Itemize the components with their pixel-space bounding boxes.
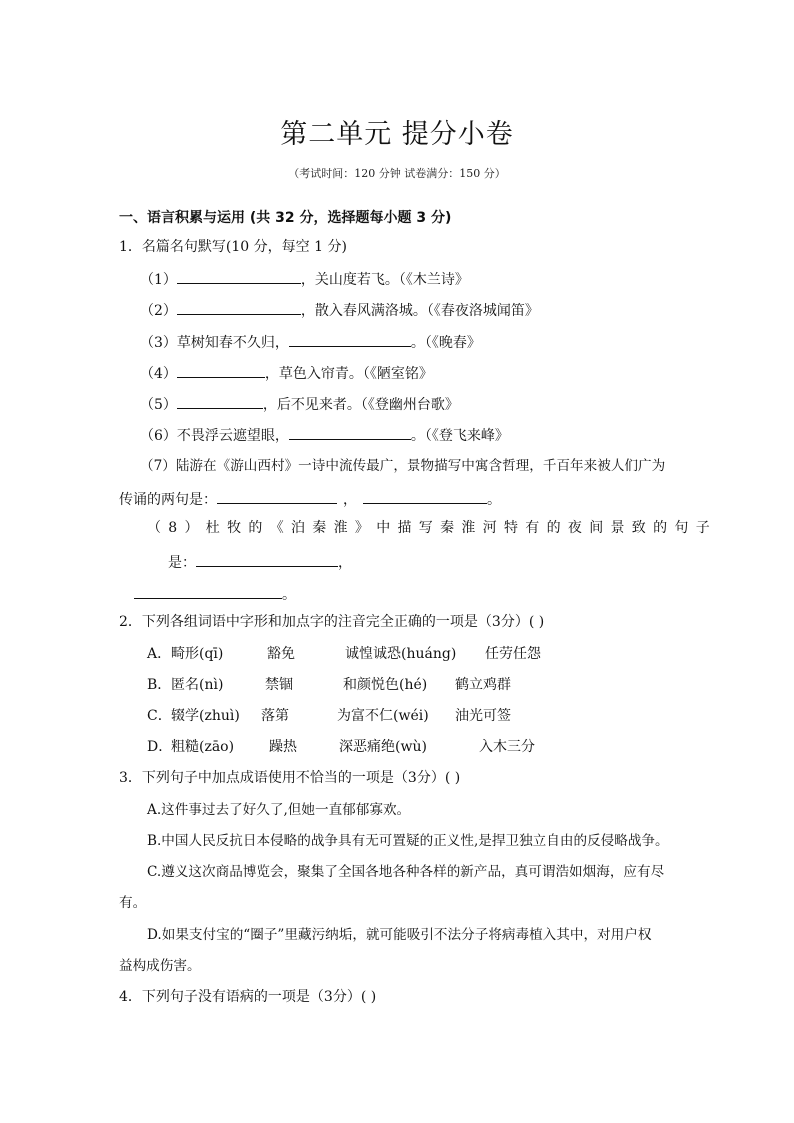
q1-item-8-line2 bbox=[168, 552, 352, 572]
q1-item-6 bbox=[140, 425, 509, 445]
q1-item-2 bbox=[140, 300, 539, 320]
option-word: 豁免 bbox=[267, 646, 295, 662]
option-word: 粗糙(zāo) bbox=[171, 739, 235, 755]
answer-blank[interactable] bbox=[289, 425, 411, 440]
option-label: C． bbox=[147, 708, 172, 724]
item-text: 不畏浮云遮望眼， bbox=[176, 428, 289, 444]
item-number: （4） bbox=[140, 366, 177, 382]
item-text: ，后不见来者。（《登幽州台歌》 bbox=[262, 397, 459, 413]
answer-blank[interactable] bbox=[289, 332, 411, 347]
answer-blank[interactable] bbox=[177, 394, 263, 409]
comma: ， bbox=[338, 555, 352, 571]
option-label: D． bbox=[147, 739, 173, 755]
item-text: 是： bbox=[168, 555, 196, 571]
q1-item-7-line2 bbox=[119, 489, 501, 509]
question-1-stem: 1．名篇名句默写(10 分，每空 1 分) bbox=[119, 239, 347, 255]
q1-item-3 bbox=[140, 332, 481, 352]
item-text: ，散入春风满洛城。（《春夜洛城闻笛》 bbox=[300, 303, 539, 319]
option-word: 躁热 bbox=[269, 739, 297, 755]
option-word: 油光可签 bbox=[455, 708, 511, 724]
item-number: （1） bbox=[140, 272, 177, 288]
option-label: A． bbox=[147, 646, 172, 662]
option-word: 禁锢 bbox=[265, 677, 293, 693]
answer-blank[interactable] bbox=[177, 300, 301, 315]
answer-blank[interactable] bbox=[363, 489, 487, 504]
option-word: 辍学(zhuì) bbox=[171, 708, 240, 724]
item-text: 。（《晚春》 bbox=[410, 335, 481, 351]
item-text: ，关山度若飞。（《木兰诗》 bbox=[300, 272, 469, 288]
q2-option-b[interactable] bbox=[147, 676, 511, 694]
question-2-stem: 2．下列各组词语中字形和加点字的注音完全正确的一项是（3分）( ) bbox=[119, 614, 545, 630]
option-word: 深恶痛绝(wù) bbox=[339, 739, 427, 755]
answer-blank[interactable] bbox=[134, 584, 282, 599]
item-text: 传诵的两句是： bbox=[119, 492, 217, 508]
q3-option-d[interactable]: D.如果支付宝的“圈子”里藏污纳垢，就可能吸引不法分子将病毒植入其中，对用户权 bbox=[147, 927, 652, 943]
answer-blank[interactable] bbox=[177, 363, 265, 378]
option-word: 诚惶诚恐(huáng) bbox=[345, 646, 457, 662]
q2-option-d[interactable] bbox=[147, 738, 535, 756]
option-label: B． bbox=[147, 677, 172, 693]
option-word: 落第 bbox=[261, 708, 289, 724]
item-number: （6） bbox=[140, 428, 177, 444]
q3-option-b[interactable]: B.中国人民反抗日本侵略的战争具有无可置疑的正义性,是捍卫独立自由的反侵略战争。 bbox=[147, 833, 669, 849]
exam-info: （考试时间：120 分钟 试卷满分：150 分） bbox=[288, 167, 506, 180]
answer-blank[interactable] bbox=[196, 552, 338, 567]
item-text: 。（《登飞来峰》 bbox=[410, 428, 509, 444]
q1-item-7-line1: （7）陆游在《游山西村》一诗中流传最广，景物描写中寓含哲理，千百年来被人们广为 bbox=[140, 458, 666, 474]
q3-option-d-cont: 益构成伤害。 bbox=[119, 958, 201, 974]
item-text: 草树知春不久归， bbox=[176, 335, 289, 351]
q1-item-1 bbox=[140, 269, 469, 289]
period: 。 bbox=[282, 587, 296, 603]
item-number: （5） bbox=[140, 397, 177, 413]
question-3-stem: 3．下列句子中加点成语使用不恰当的一项是（3分）( ) bbox=[119, 770, 461, 786]
answer-blank[interactable] bbox=[217, 489, 337, 504]
option-word: 和颜悦色(hé) bbox=[343, 677, 428, 693]
question-4-stem: 4．下列句子没有语病的一项是（3分）( ) bbox=[119, 989, 377, 1005]
option-word: 为富不仁(wéi) bbox=[337, 708, 429, 724]
q3-option-a[interactable]: A.这件事过去了好久了,但她一直郁郁寡欢。 bbox=[147, 802, 411, 818]
page-title: 第二单元 提分小卷 bbox=[280, 119, 514, 150]
option-word: 畸形(qī) bbox=[171, 646, 224, 662]
option-word: 任劳任怨 bbox=[485, 646, 541, 662]
q3-option-c[interactable]: C.遵义这次商品博览会，聚集了全国各地各种各样的新产品，真可谓浩如烟海，应有尽 bbox=[147, 864, 665, 880]
item-number: （3） bbox=[140, 335, 177, 351]
q2-option-a[interactable] bbox=[147, 645, 541, 663]
q1-item-8-line1: （8）杜牧的《泊秦淮》中描写秦淮河特有的夜间景致的句子 bbox=[147, 520, 718, 536]
option-word: 鹤立鸡群 bbox=[455, 677, 511, 693]
option-word: 入木三分 bbox=[479, 739, 535, 755]
option-word: 匿名(nì) bbox=[171, 677, 224, 693]
item-number: （2） bbox=[140, 303, 177, 319]
comma: ， bbox=[343, 492, 357, 508]
q1-item-4 bbox=[140, 363, 433, 383]
item-text: ，草色入帘青。（《陋室铭》 bbox=[264, 366, 433, 382]
period: 。 bbox=[487, 492, 501, 508]
answer-blank[interactable] bbox=[177, 269, 301, 284]
q1-item-8-line3 bbox=[134, 584, 296, 604]
q1-item-5 bbox=[140, 394, 459, 414]
q3-option-c-cont: 有。 bbox=[119, 895, 147, 911]
section-heading: 一、语言积累与运用 (共 32 分，选择题每小题 3 分) bbox=[119, 210, 452, 226]
q2-option-c[interactable] bbox=[147, 707, 511, 725]
